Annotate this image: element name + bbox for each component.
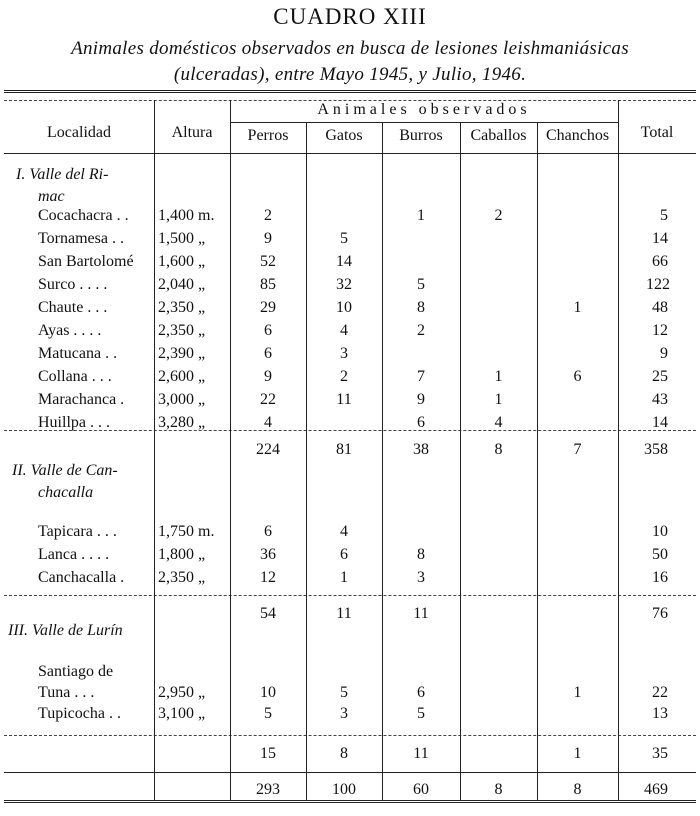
grand-total-rule xyxy=(4,772,696,773)
header-caballos: Caballos xyxy=(470,127,527,144)
subtotal-perros: 224 xyxy=(256,441,280,458)
count-burros: 9 xyxy=(417,391,425,408)
locality-name: Tapicara . . . xyxy=(38,523,117,540)
header-total: Total xyxy=(640,124,674,141)
section-label-cont: mac xyxy=(38,188,65,205)
locality-name: Lanca . . . . xyxy=(38,546,110,563)
count-burros: 8 xyxy=(417,299,425,316)
count-gatos: 5 xyxy=(340,684,348,701)
locality-name: Tupicocha . . xyxy=(38,705,121,722)
header-gatos: Gatos xyxy=(325,127,363,144)
altitude-value: 3,280 „ xyxy=(158,414,206,431)
count-burros: 5 xyxy=(417,276,425,293)
altitude-value: 1,600 „ xyxy=(158,253,206,270)
altitude-value: 2,950 „ xyxy=(158,684,206,701)
count-caballos: 2 xyxy=(494,207,503,224)
count-perros: 6 xyxy=(264,523,272,540)
count-perros: 6 xyxy=(264,345,272,362)
count-total: 13 xyxy=(652,705,668,722)
locality-name: Marachanca . xyxy=(38,391,125,408)
locality-name: Tornamesa . . xyxy=(38,230,124,247)
count-chanchos: 6 xyxy=(573,368,582,385)
table-subtitle-line1: Animales domésticos observados en busca de lesiones leishmaniásicas xyxy=(71,38,629,59)
header-burros: Burros xyxy=(399,127,443,144)
count-gatos: 10 xyxy=(336,299,352,316)
count-burros: 3 xyxy=(417,569,425,586)
altitude-value: 1,400 m. xyxy=(158,207,215,224)
count-burros: 6 xyxy=(417,684,425,701)
altitude-value: 2,600 „ xyxy=(158,368,206,385)
section-label: I. Valle del Ri- xyxy=(16,166,109,183)
count-caballos: 4 xyxy=(494,414,503,431)
altitude-value: 2,040 „ xyxy=(158,276,206,293)
section-label: III. Valle de Lurín xyxy=(8,622,123,639)
count-total: 66 xyxy=(652,253,668,270)
count-gatos: 5 xyxy=(340,230,348,247)
grand-total-gatos: 100 xyxy=(332,781,356,798)
count-perros: 12 xyxy=(260,569,276,586)
header-animales-observados: Animales observados xyxy=(317,101,531,118)
count-burros: 8 xyxy=(417,546,425,563)
count-chanchos: 1 xyxy=(573,299,582,316)
count-gatos: 4 xyxy=(340,523,348,540)
subtotal-perros: 54 xyxy=(260,605,276,622)
subtotal3-rule xyxy=(4,735,696,736)
count-total: 9 xyxy=(660,345,668,362)
header-perros: Perros xyxy=(247,127,289,144)
subtotal2-rule xyxy=(4,595,696,596)
section-label: II. Valle de Can- xyxy=(12,462,118,479)
count-perros: 5 xyxy=(264,705,272,722)
subtotal-gatos: 11 xyxy=(336,605,352,622)
altitude-value: 1,750 m. xyxy=(158,523,215,540)
subtotal-total: 358 xyxy=(644,441,668,458)
locality-name: Santiago de xyxy=(38,663,114,680)
count-perros: 52 xyxy=(260,253,276,270)
count-total: 25 xyxy=(652,368,668,385)
locality-name: Ayas . . . . xyxy=(38,322,102,339)
header-localidad: Localidad xyxy=(47,124,111,141)
count-perros: 9 xyxy=(264,230,272,247)
locality-name: Huillpa . . . xyxy=(38,414,110,431)
count-gatos: 4 xyxy=(340,322,348,339)
count-gatos: 14 xyxy=(336,253,352,270)
count-total: 22 xyxy=(652,684,668,701)
subtotal-burros: 11 xyxy=(413,745,429,762)
count-burros: 1 xyxy=(417,207,425,224)
count-perros: 10 xyxy=(260,684,276,701)
grand-total-total: 469 xyxy=(644,781,668,798)
grand-total-caballos: 8 xyxy=(494,781,503,798)
count-gatos: 2 xyxy=(340,368,348,385)
count-caballos: 1 xyxy=(494,391,503,408)
header-bottom-rule xyxy=(4,153,696,154)
header-chanchos: Chanchos xyxy=(545,127,610,144)
grand-total-perros: 293 xyxy=(256,781,280,798)
locality-name: Surco . . . . xyxy=(38,276,108,293)
table-subtitle-line2: (ulceradas), entre Mayo 1945, y Julio, 1946. xyxy=(173,64,527,85)
count-gatos: 3 xyxy=(340,345,348,362)
count-total: 48 xyxy=(652,299,668,316)
count-total: 5 xyxy=(660,207,668,224)
count-perros: 4 xyxy=(264,414,272,431)
count-perros: 22 xyxy=(260,391,276,408)
locality-name: San Bartolomé xyxy=(38,253,134,270)
group-rule xyxy=(230,122,618,123)
locality-name: Collana . . . xyxy=(38,368,112,385)
table-title: CUADRO XIII xyxy=(273,4,427,29)
locality-name: Chaute . . . xyxy=(38,299,108,316)
count-chanchos: 1 xyxy=(573,684,582,701)
subtotal-burros: 11 xyxy=(413,605,429,622)
count-perros: 9 xyxy=(264,368,272,385)
count-total: 10 xyxy=(652,523,668,540)
count-perros: 2 xyxy=(264,207,272,224)
subtotal-total: 35 xyxy=(652,745,668,762)
count-perros: 85 xyxy=(260,276,276,293)
count-total: 16 xyxy=(652,569,668,586)
subtotal-perros: 15 xyxy=(260,745,276,762)
locality-name: Canchacalla . xyxy=(38,569,125,586)
count-total: 50 xyxy=(652,546,668,563)
subtotal-gatos: 8 xyxy=(340,745,348,762)
grand-total-burros: 60 xyxy=(413,781,429,798)
grand-total-chanchos: 8 xyxy=(573,781,582,798)
count-gatos: 1 xyxy=(340,569,348,586)
altitude-value: 2,350 „ xyxy=(158,322,206,339)
bottom-rule xyxy=(4,800,696,803)
count-total: 43 xyxy=(652,391,668,408)
locality-name: Cocachacra . . xyxy=(38,207,129,224)
count-gatos: 3 xyxy=(340,705,348,722)
subtotal-burros: 38 xyxy=(413,441,429,458)
section-label-cont: chacalla xyxy=(38,484,94,501)
count-total: 14 xyxy=(652,414,668,431)
subtotal-total: 76 xyxy=(652,605,668,622)
count-perros: 6 xyxy=(264,322,272,339)
count-gatos: 11 xyxy=(336,391,352,408)
altitude-value: 1,800 „ xyxy=(158,546,206,563)
count-total: 14 xyxy=(652,230,668,247)
count-burros: 2 xyxy=(417,322,425,339)
locality-name: Tuna . . . xyxy=(38,684,95,701)
count-burros: 7 xyxy=(417,368,425,385)
subtotal-chanchos: 1 xyxy=(573,745,582,762)
altitude-value: 2,350 „ xyxy=(158,299,206,316)
top-rule xyxy=(4,90,696,93)
altitude-value: 2,390 „ xyxy=(158,345,206,362)
locality-name: Matucana . . xyxy=(38,345,118,362)
altitude-value: 2,350 „ xyxy=(158,569,206,586)
altitude-value: 3,100 „ xyxy=(158,705,206,722)
altitude-value: 3,000 „ xyxy=(158,391,206,408)
count-perros: 29 xyxy=(260,299,276,316)
count-gatos: 6 xyxy=(340,546,348,563)
subtotal-gatos: 81 xyxy=(336,441,352,458)
count-perros: 36 xyxy=(260,546,276,563)
count-burros: 5 xyxy=(417,705,425,722)
subtotal-chanchos: 7 xyxy=(573,441,582,458)
count-total: 122 xyxy=(646,276,670,293)
count-burros: 6 xyxy=(417,414,425,431)
count-gatos: 32 xyxy=(336,276,352,293)
altitude-value: 1,500 „ xyxy=(158,230,206,247)
count-total: 12 xyxy=(652,322,668,339)
header-altura: Altura xyxy=(171,124,213,141)
subtotal-caballos: 8 xyxy=(494,441,503,458)
count-caballos: 1 xyxy=(494,368,503,385)
